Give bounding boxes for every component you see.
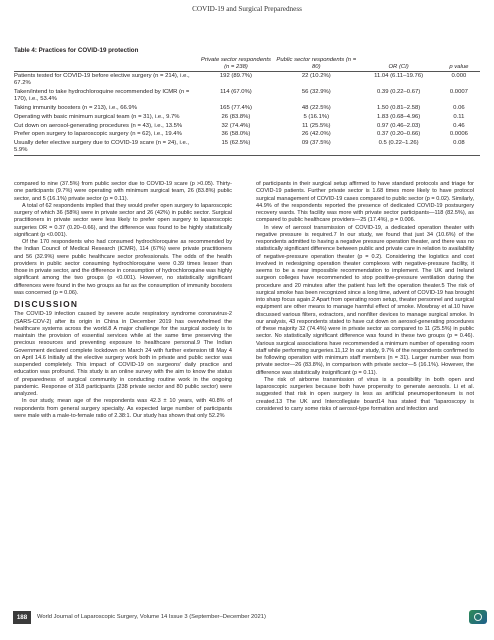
paragraph: The risk of airborne transmission of virus is a possibility in both open and laparoscopic surgeries because both have propensity to generate aerosols. Li et al. suggested that risk in open surgery is less as artificial pneumoperitoneum is not created.13 The UK and Intercollegiate board14 has stated that "laparoscopy is considered to carry some risks of aerosol-type formation and infection and (256, 376, 474, 412)
table-header-row (14, 57, 480, 72)
table-row (14, 139, 480, 156)
table-row (14, 122, 480, 131)
cell-or: 0.97 (0.46–2.03) (377, 122, 421, 129)
cell-or: 0.5 (0.22–1.26) (378, 140, 419, 147)
cell-public: 48 (22.5%) (301, 104, 331, 111)
table-title: Table 4: Practices for COVID-19 protection (14, 47, 139, 54)
table-row (14, 88, 480, 104)
header-p: p value (449, 63, 469, 70)
cell-public: 26 (42.0%) (301, 131, 331, 138)
header-public: Public sector respondents (n = 80) (276, 57, 357, 70)
cell-p: 0.46 (453, 122, 465, 129)
header-private: Private sector respondents (n = 238) (200, 57, 271, 70)
cell-p: 0.11 (453, 113, 465, 120)
cell-private: 114 (67.0%) (220, 88, 252, 95)
cell-p: 0.08 (453, 140, 465, 147)
right-column (256, 181, 474, 413)
cell-or: 0.39 (0.22–0.67) (377, 88, 421, 95)
journal-logo-icon (469, 610, 487, 624)
cell-p: 0.0006 (449, 131, 468, 138)
cell-public: 5 (16.1%) (303, 113, 330, 120)
running-head: COVID-19 and Surgical Preparedness (192, 5, 302, 13)
cell-public: 11 (25.5%) (302, 122, 331, 129)
practices-table (14, 57, 480, 156)
page-number: 188 (13, 611, 31, 624)
page-footer (0, 611, 494, 625)
cell-p: 0.0007 (449, 88, 468, 95)
row-label: Taken/intend to take hydrochloroquine recommended by ICMR (n = 170), i.e., 53.4% (14, 88, 190, 103)
row-label: Usually defer elective surgery due to COVID-19 scare (n = 24), i.e., 5.9% (14, 140, 189, 154)
cell-private: 192 (89.7%) (219, 72, 252, 79)
row-label: Cut down on aerosol-generating procedures (n = 43), i.e., 13.5% (14, 122, 183, 129)
cell-private: 26 (83.8%) (221, 113, 251, 120)
table-row (14, 72, 480, 89)
cell-or: 0.37 (0.20–0.66) (377, 131, 421, 138)
cell-or: 1.50 (0.81–2.58) (377, 104, 421, 111)
paragraph: of participants in their surgical setup affirmed to have standard protocols and triage for COVID-19 patients. Further private sector is 1.68 times more likely to have protocol surgical management of COVID-19 cases compared to public sector (p = 0.02). Similarly, 44.9% of the respondents reported the presence of dedicated COVID-19 postsurgery recovery wards. This facility was more with private sector participants—118 (82.5%), as compared to public healthcare providers—25 (17.4%), p = 0.006. (256, 181, 475, 224)
cell-private: 36 (58.0%) (221, 131, 251, 138)
practices-table-container (14, 57, 480, 156)
row-label: Operating with basic minimum surgical team (n = 31), i.e., 9.7% (14, 113, 180, 120)
paragraph: A total of 62 respondents implied that they would prefer open surgery to laparoscopic surgery of which 36 (58%) were in private sector and 26 (42%) in public sector. Surgical practitioners in private sector were less likely to prefer open surgery to laparoscopic surgeries OR = 0.37 (0.20–0.66), and the difference was found to be highly statistically significant (p <0.001). (14, 202, 232, 238)
journal-citation: World Journal of Laparoscopic Surgery, Volume 14 Issue 3 (September–December 2021) (37, 614, 266, 620)
cell-or: 1.83 (0.68–4.96) (377, 113, 421, 120)
cell-private: 32 (74.4%) (221, 122, 251, 129)
section-heading-discussion: DISCUSSION (14, 299, 79, 309)
header-or: OR (CI) (388, 63, 409, 70)
cell-private: 15 (62.5%) (221, 140, 251, 147)
header-label (14, 57, 199, 72)
paragraph: The COVID-19 infection caused by severe acute respiratory syndrome coronavirus-2 (SARS-COV-2) after its origin in China in December 2019 has overwhelmed the healthcare systems across the world.8 A major challenge for the surgical society is to maintain the provision of essential services while at the same time preserving the precious resources and preventing exposure to healthcare personal.9 The Indian Government declared complete lockdown on March 24 with further extension till May 4 on April 14.6 Initially all the elective surgery work both in private and public sector was suspended completely. This impact of COVID-19 on surgeons' daily practice and education was profound. This study is an online survey with the aim to know the status of preparedness of surgical community in conducting routine work in the ongoing pandemic. Response of 318 participants (238 private sector and 80 public sector) were analyzed. (14, 311, 232, 397)
table-row (14, 104, 480, 113)
cell-p: 0.000 (451, 72, 467, 79)
paragraph: Of the 170 respondents who had consumed hydrochloroquine as recommended by the Indian Council of Medical Research (ICMR), 114 (67%) were private practitioners and 56 (32.9%) were public healthcare sector professionals. The odds of the health providers in public sector consuming hydrochloroquine were 0.39 times lesser than those in private sector, and the difference in consumption of hydrochloroquine was highly significant among the two groups (p <0.001). However, no statistically significant differences were found in the two groups as far as the consumption of immunity boosters was concerned (p = 0.06). (14, 239, 232, 296)
cell-p: 0.06 (453, 104, 465, 111)
row-label: Patients tested for COVID-19 before elective surgery (n = 214), i.e., 67.2% (14, 72, 190, 87)
cell-public: 09 (37.5%) (301, 140, 331, 147)
cell-public: 56 (32.9%) (301, 88, 331, 95)
row-label: Prefer open surgery to laparoscopic surgery (n = 62), i.e., 19.4% (14, 131, 182, 138)
cell-or: 11.04 (6.11–19.76) (374, 72, 424, 79)
left-column (14, 181, 232, 420)
paragraph: compared to nine (37.5%) from public sector due to COVID-19 scare (p >0.05). Thirty-one participants (9.7%) were operating with minimum surgical team, 26 (83.8%) public sector, and 5 (16.1%) private sector (p = 0.11). (14, 181, 232, 202)
table-row (14, 113, 480, 122)
cell-public: 22 (10.2%) (301, 72, 331, 79)
cell-private: 165 (77.4%) (219, 104, 252, 111)
paragraph: In view of aerosol transmission of COVID-19, a dedicated operation theater with negative pressure is required.7 In our study, we found that just 34 (10.6%) of the respondents admitted to having a negative pressure operation theater, and there was no statistically significant difference between public and private care in relation to availability of negative-pressure operation theater (p = 0.2). Considering the logistics and cost involved in redesigning operation theater complexes with negative-pressure facility, it seems to be a near impossible recommendation to implement. The UK and Ireland surgeon colleges have recommended to stop positive-pressure ventilation during the procedure and 20 minutes after the patient has left the operation theater.5 The risk of surgical smoke has been recognized since a long time, advent of COVID-19 has brought into sharp focus again.2 Apart from operating room setup, theater personnel and surgical equipment are other means to manage harmful effect of smoke. Mowbray et al.10 have discussed various filters, extractors, and nonfilter devices to manage surgical smoke. In our analysis, 43 respondents stated to have cut down on aerosol-generating procedures of these majority 32 (74.4%) were in private sector as compared to 11 (25.5%) in public sector. No statistically significant difference was found in these two groups (p = 0.46). Various surgical associations have recommended a minimum number of operating room staff while performing surgeries.11,12 In our study, 9.7% of the respondents confirmed to be following operation with minimum staff members (n = 31). Larger number was from private sector—26 (83.8%), in comparison with private sector—5 (16.1%). However, the difference was statistically insignificant (p = 0.11). (256, 224, 474, 376)
table-row (14, 131, 480, 140)
paragraph: In our study, mean age of the respondents was 42.3 ± 10 years, with 40.8% of respondents from general surgery specialty. As expected large number of participants were male with a male-to-female ratio of 2.38:1. Our study has shown that only 52.2% (14, 398, 232, 419)
row-label: Taking immunity boosters (n = 213), i.e., 66.9% (14, 104, 137, 111)
